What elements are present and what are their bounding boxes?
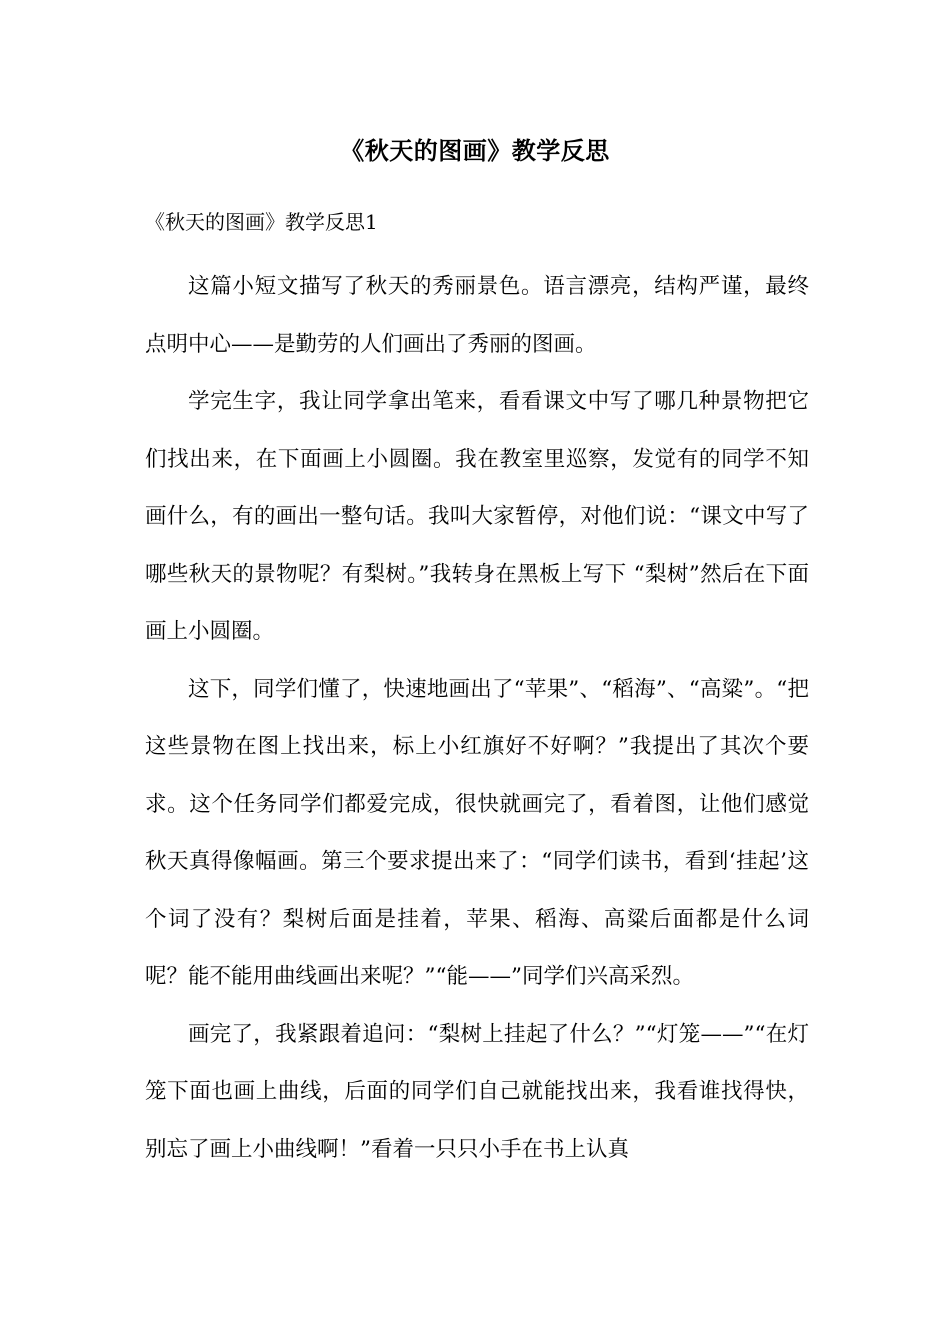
paragraph: 这篇小短文描写了秋天的秀丽景色。语言漂亮，结构严谨，最终点明中心——是勤劳的人们画出了秀丽的图画。 — [145, 274, 809, 357]
paragraph: 画完了，我紧跟着追问：“梨树上挂起了什么？”“灯笼——”“在灯笼下面也画上曲线，后面的同学们自己就能找出来，我看谁找得快，别忘了画上小曲线啊！”看着一只只小手在书上认真 — [145, 1021, 809, 1162]
document-title: 《秋天的图画》教学反思 — [340, 136, 610, 165]
body-text — [145, 258, 809, 1178]
section-heading: 《秋天的图画》教学反思1 — [145, 210, 378, 234]
paragraph: 学完生字，我让同学拿出笔来，看看课文中写了哪几种景物把它们找出来，在下面画上小圆圈。我在教室里巡察，发觉有的同学不知画什么，有的画出一整句话。我叫大家暂停，对他们说：“课文中写了哪些秋天的景物呢？有梨树。”我转身在黑板上写下 “梨树”然后在下面画上小圆圈。 — [145, 389, 809, 644]
paragraph: 这下，同学们懂了，快速地画出了“苹果”、“稻海”、“高粱”。“把这些景物在图上找出来，标上小红旗好不好啊？”我提出了其次个要求。这个任务同学们都爱完成，很快就画完了，看着图，让他们感觉秋天真得像幅画。第三个要求提出来了：“同学们读书，看到‘挂起’这个词了没有？梨树后面是挂着，苹果、稻海、高粱后面都是什么词呢？能不能用曲线画出来呢？”“能——”同学们兴高采烈。 — [145, 676, 809, 989]
